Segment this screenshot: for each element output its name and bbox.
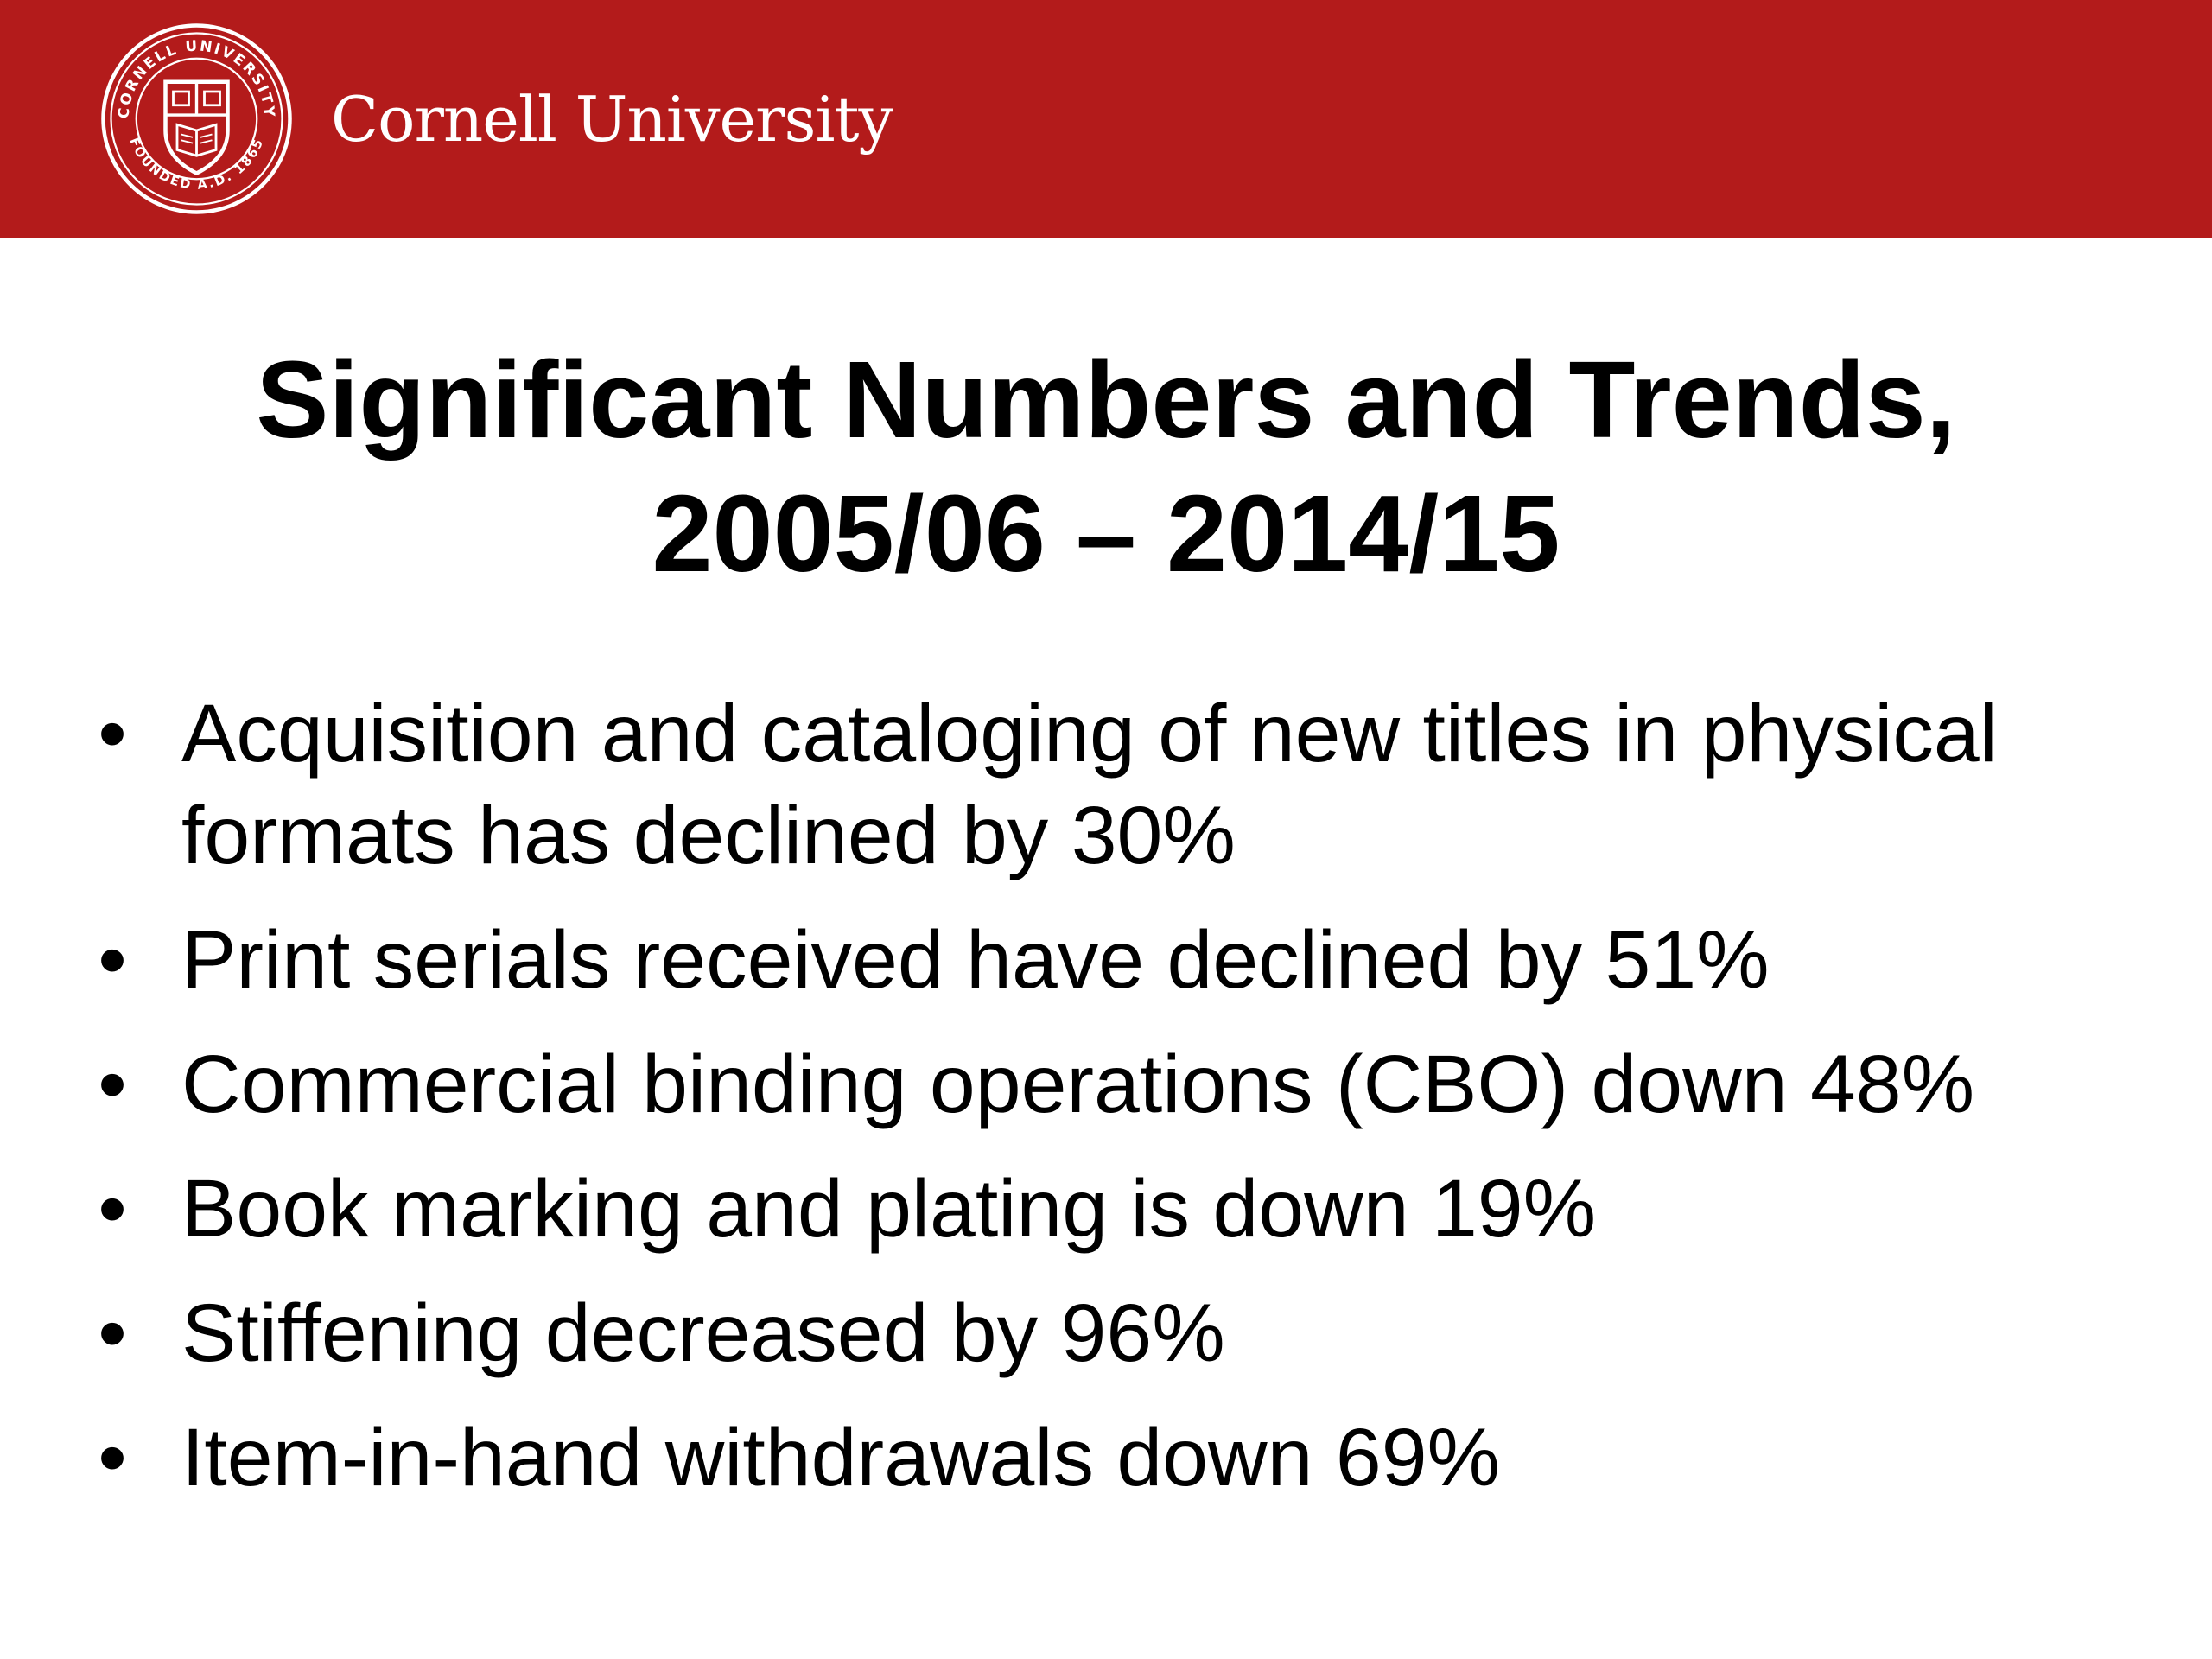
bullet-dot-icon: • [98, 688, 127, 779]
bullet-dot-icon: • [98, 1163, 127, 1255]
bullet-dot-icon: • [98, 914, 127, 1006]
bullet-item [95, 1033, 2152, 1135]
bullet-text: Book marking and plating is down 19% [181, 1163, 1597, 1255]
title-line-1: Significant Numbers and Trends, [256, 339, 1956, 461]
bullet-text: Stiffening decreased by 96% [181, 1287, 1225, 1379]
bullet-item [95, 683, 2152, 887]
bullet-text: Commercial binding operations (CBO) down 48% [181, 1039, 1975, 1130]
bullet-text: Acquisition and cataloging of new titles in physical formats has declined by 30% [181, 688, 1998, 881]
title-line-2: 2005/06 – 2014/15 [652, 473, 1560, 594]
bullet-dot-icon: • [98, 1287, 127, 1379]
bullet-dot-icon: • [98, 1039, 127, 1130]
university-wordmark: Cornell University [331, 83, 893, 156]
svg-text:FOUNDED A.D. 1865: FOUNDED A.D. 1865 [126, 136, 267, 193]
bullet-item [95, 1158, 2152, 1260]
bullet-dot-icon: • [98, 1412, 127, 1503]
header-bar [0, 0, 2212, 238]
bullet-item [95, 1282, 2152, 1384]
bullet-text: Item-in-hand withdrawals down 69% [181, 1412, 1501, 1503]
svg-text:CORNELL UNIVERSITY: CORNELL UNIVERSITY [114, 36, 279, 119]
bullet-list [95, 683, 2152, 1531]
bullet-item [95, 909, 2152, 1011]
cornell-seal-icon [99, 22, 294, 216]
bullet-text: Print serials received have declined by 51% [181, 914, 1770, 1006]
slide-title [0, 333, 2212, 601]
bullet-item [95, 1407, 2152, 1509]
